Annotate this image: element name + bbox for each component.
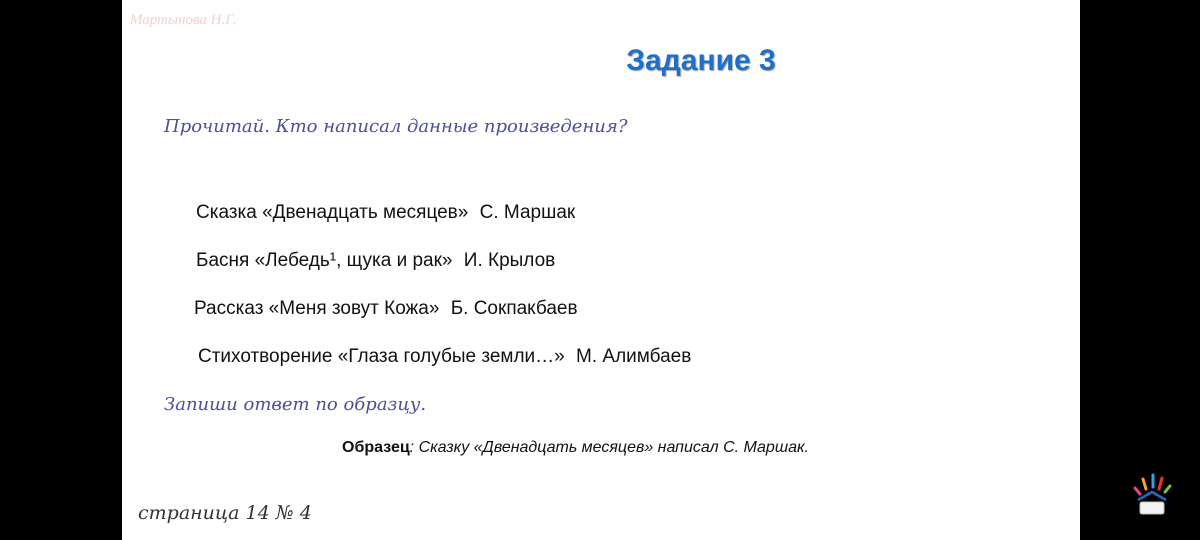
work-item — [196, 250, 555, 272]
work-author: М. Алимбаев — [576, 346, 692, 367]
work-author: И. Крылов — [463, 250, 556, 271]
work-item — [194, 298, 578, 320]
work-author: С. Маршак — [479, 202, 576, 223]
work-item — [198, 346, 691, 368]
slide — [122, 0, 1080, 540]
work-title: Рассказ «Меня зовут Кожа» — [194, 298, 440, 319]
page-reference: страница 14 № 4 — [138, 502, 312, 524]
instruction-write: Запиши ответ по образцу. — [164, 394, 427, 415]
slide-title: Задание 3 — [626, 44, 776, 77]
instruction-read: Прочитай. Кто написал данные произведения? — [164, 116, 628, 137]
sample-text: : Сказку «Двенадцать месяцев» написал С. Маршак. — [409, 439, 809, 456]
sample-answer — [342, 439, 809, 457]
work-title: Сказка «Двенадцать месяцев» — [196, 202, 469, 223]
work-title: Стихотворение «Глаза голубые земли…» — [198, 346, 565, 367]
work-item — [196, 202, 575, 224]
work-author: Б. Сокпакбаев — [450, 298, 578, 319]
sample-label: Образец — [342, 439, 410, 456]
hand-logo-icon — [1126, 470, 1176, 518]
work-title: Басня «Лебедь¹, щука и рак» — [196, 250, 453, 271]
watermark: Мартынова Н.Г. — [130, 12, 237, 28]
